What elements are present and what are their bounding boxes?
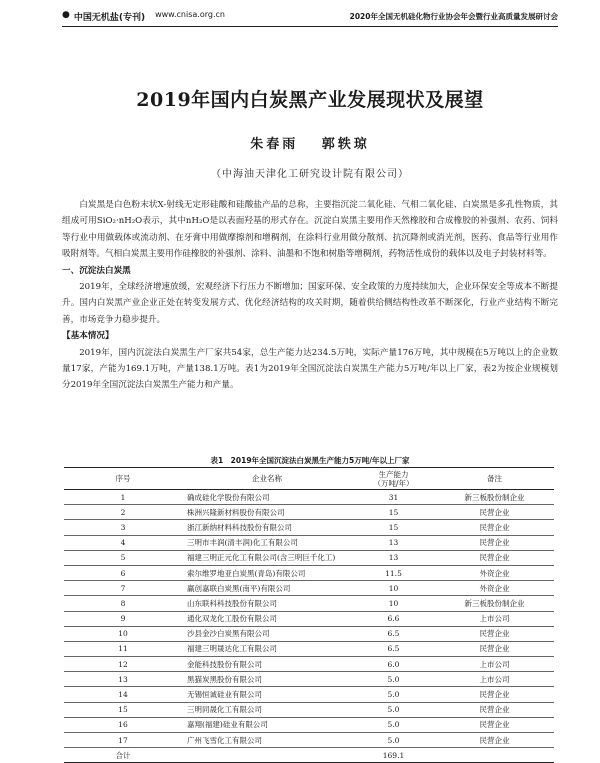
header-capacity-label: 生产能力 (378, 469, 409, 479)
cell-company: 福建三明正元化工有限公司(含三明巨千化工) (182, 550, 352, 565)
journal-name (62, 10, 225, 23)
journal-website: www.cnisa.org.cn (155, 9, 225, 19)
cell-remark: 新三板股份制企业 (435, 490, 554, 505)
cell-company: 福建三明晟达化工有限公司 (182, 641, 352, 656)
cell-no: 13 (64, 672, 182, 687)
table-row (64, 702, 554, 717)
table-row (64, 490, 554, 505)
cell-capacity: 15 (352, 505, 435, 520)
cell-remark: 民营企业 (435, 687, 554, 702)
table-row (64, 535, 554, 550)
cell-no: 9 (64, 611, 182, 626)
total-remark-empty (435, 748, 554, 763)
cell-remark: 民营企业 (435, 505, 554, 520)
article-authors: 朱春雨 郭轶琼 (250, 137, 370, 152)
cell-remark: 民营企业 (435, 733, 554, 748)
cell-company: 无锡恒诚硅业有限公司 (182, 687, 352, 702)
cell-no: 14 (64, 687, 182, 702)
cell-capacity: 6.6 (352, 611, 435, 626)
cell-no: 16 (64, 717, 182, 732)
cell-capacity: 11.5 (352, 565, 435, 580)
cell-remark: 民营企业 (435, 520, 554, 535)
header-company: 企业名称 (182, 468, 352, 490)
cell-remark: 民营企业 (435, 535, 554, 550)
conference-name: 2020年全国无机硅化物行业协会年会暨行业高质量发展研讨会 (349, 11, 558, 21)
article-body (62, 197, 558, 394)
cell-no: 11 (64, 641, 182, 656)
total-capacity: 169.1 (352, 748, 435, 763)
section-paragraph: 2019年，全球经济增速放缓，宏观经济下行压力不断增加；国家环保、安全政策的力度持续加大，企业环保安全等成本不断提升。国内白炭黑产业企业正处在转变发展方式、优化经济结构的攻关时期，随着供给侧结构性改革不断深化，行业产业结构不断完善，市场竞争力稳步提升。 (62, 282, 558, 325)
cell-remark: 民营企业 (435, 641, 554, 656)
cell-company: 浙江新纳材料科技股份有限公司 (182, 520, 352, 535)
cell-no: 1 (64, 490, 182, 505)
cell-remark: 民营企业 (435, 626, 554, 641)
table-row (64, 520, 554, 535)
subsection-paragraph: 2019年，国内沉淀法白炭黑生产厂家共54家，总生产能力达234.5万吨，实际产量176万吨，其中规模在5万吨以上的企业数量17家，产能为169.1万吨，产量138.1万吨。表1为2019年全国沉淀法白炭黑生产能力5万吨/年以上厂家，表2为按企业规模划分2019年全国沉淀法白炭黑生产能力和产量。 (62, 347, 558, 391)
table-row (64, 581, 554, 596)
table-row (64, 596, 554, 611)
table-row (64, 733, 554, 748)
cell-capacity: 31 (352, 490, 435, 505)
cell-company: 金能科技股份有限公司 (182, 657, 352, 672)
table-total-row (64, 748, 554, 763)
cell-capacity: 13 (352, 535, 435, 550)
running-header (62, 8, 558, 24)
table-row (64, 611, 554, 626)
cell-capacity: 5.0 (352, 687, 435, 702)
cell-company: 株洲兴隆新材料股份有限公司 (182, 505, 352, 520)
table-header-row (64, 468, 554, 490)
cell-capacity: 10 (352, 581, 435, 596)
cell-company: 山东联科科技股份有限公司 (182, 596, 352, 611)
total-label: 合计 (64, 748, 182, 763)
cell-no: 5 (64, 550, 182, 565)
header-rule (62, 26, 558, 27)
cell-company: 黑猫炭黑股份有限公司 (182, 672, 352, 687)
cell-remark: 外资企业 (435, 565, 554, 580)
cell-company: 广州飞雪化工有限公司 (182, 733, 352, 748)
table-row (64, 505, 554, 520)
cell-no: 6 (64, 565, 182, 580)
article-affiliation: （中海油天津化工研究设计院有限公司） (211, 169, 409, 180)
table-row (64, 717, 554, 732)
cell-capacity: 6.0 (352, 657, 435, 672)
total-company-empty (182, 748, 352, 763)
header-remark: 备注 (435, 468, 554, 490)
header-no: 序号 (64, 468, 182, 490)
cell-no: 3 (64, 520, 182, 535)
table-row (64, 672, 554, 687)
cell-remark: 上市公司 (435, 672, 554, 687)
cell-no: 17 (64, 733, 182, 748)
cell-remark: 民营企业 (435, 702, 554, 717)
table-row (64, 626, 554, 641)
cell-no: 7 (64, 581, 182, 596)
cell-company: 沙县金沙白炭黑有限公司 (182, 626, 352, 641)
cell-no: 10 (64, 626, 182, 641)
intro-paragraph: 白炭黑是白色粉末状X-射线无定形硅酸和硅酸盐产品的总称，主要指沉淀二氧化硅、气相二氧化硅、白炭黑是多孔性物质，其组成可用SiO₂·nH₂O表示，其中nH₂O是以表面羟基的形式存在。沉淀白炭黑主要用作天然橡胶和合成橡胶的补强剂、农药、饲料等行业中用做载体或流动剂、在牙膏中用做摩擦剂和增稠剂，在涂料行业用做分散剂、抗沉降剂或消光剂，医药、食品等行业用作吸附剂等。气相白炭黑主要用作硅橡胶的补强剂、涂料、油墨和不饱和树脂等增稠剂，药物活性成份的载体以及电子封装材料等。 (62, 200, 558, 260)
cell-no: 4 (64, 535, 182, 550)
header-capacity-unit: （万吨/年） (373, 478, 414, 488)
cell-company: 嘉翔(福建)硅业有限公司 (182, 717, 352, 732)
subsection-heading: 【基本情况】 (62, 331, 114, 342)
cell-no: 15 (64, 702, 182, 717)
cell-company: 三明市丰润(清丰润)化工有限公司 (182, 535, 352, 550)
cell-remark: 新三板股份制企业 (435, 596, 554, 611)
cell-company: 通化双龙化工股份有限公司 (182, 611, 352, 626)
cell-company: 索尔维罗地亚白炭黑(青岛)有限公司 (182, 565, 352, 580)
header-bullet: ● (62, 9, 70, 20)
cell-capacity: 5.0 (352, 702, 435, 717)
cell-capacity: 10 (352, 596, 435, 611)
table-row (64, 687, 554, 702)
article-title: 2019年国内白炭黑产业发展现状及展望 (136, 89, 484, 111)
cell-capacity: 13 (352, 550, 435, 565)
cell-capacity: 15 (352, 520, 435, 535)
cell-remark: 民营企业 (435, 550, 554, 565)
cell-no: 8 (64, 596, 182, 611)
cell-capacity: 6.5 (352, 626, 435, 641)
section-heading: 一、沉淀法白炭黑 (62, 265, 131, 276)
cell-remark: 上市公司 (435, 657, 554, 672)
cell-remark: 上市公司 (435, 611, 554, 626)
header-capacity (352, 468, 435, 490)
cell-remark: 民营企业 (435, 717, 554, 732)
table-row (64, 565, 554, 580)
cell-no: 2 (64, 505, 182, 520)
table-row (64, 641, 554, 656)
journal-title: 中国无机盐(专刊) (73, 12, 146, 23)
table-row (64, 657, 554, 672)
cell-capacity: 6.5 (352, 641, 435, 656)
cell-capacity: 5.0 (352, 717, 435, 732)
cell-company: 三明同晟化工有限公司 (182, 702, 352, 717)
cell-no: 12 (64, 657, 182, 672)
cell-capacity: 5.0 (352, 733, 435, 748)
cell-company: 赢创嘉联白炭黑(南平)有限公司 (182, 581, 352, 596)
capacity-table (64, 467, 554, 763)
table-row (64, 550, 554, 565)
cell-remark: 外资企业 (435, 581, 554, 596)
table-caption: 表1 2019年全国沉淀法白炭黑生产能力5万吨/年以上厂家 (210, 456, 410, 465)
cell-company: 确成硅化学股份有限公司 (182, 490, 352, 505)
cell-capacity: 5.0 (352, 672, 435, 687)
